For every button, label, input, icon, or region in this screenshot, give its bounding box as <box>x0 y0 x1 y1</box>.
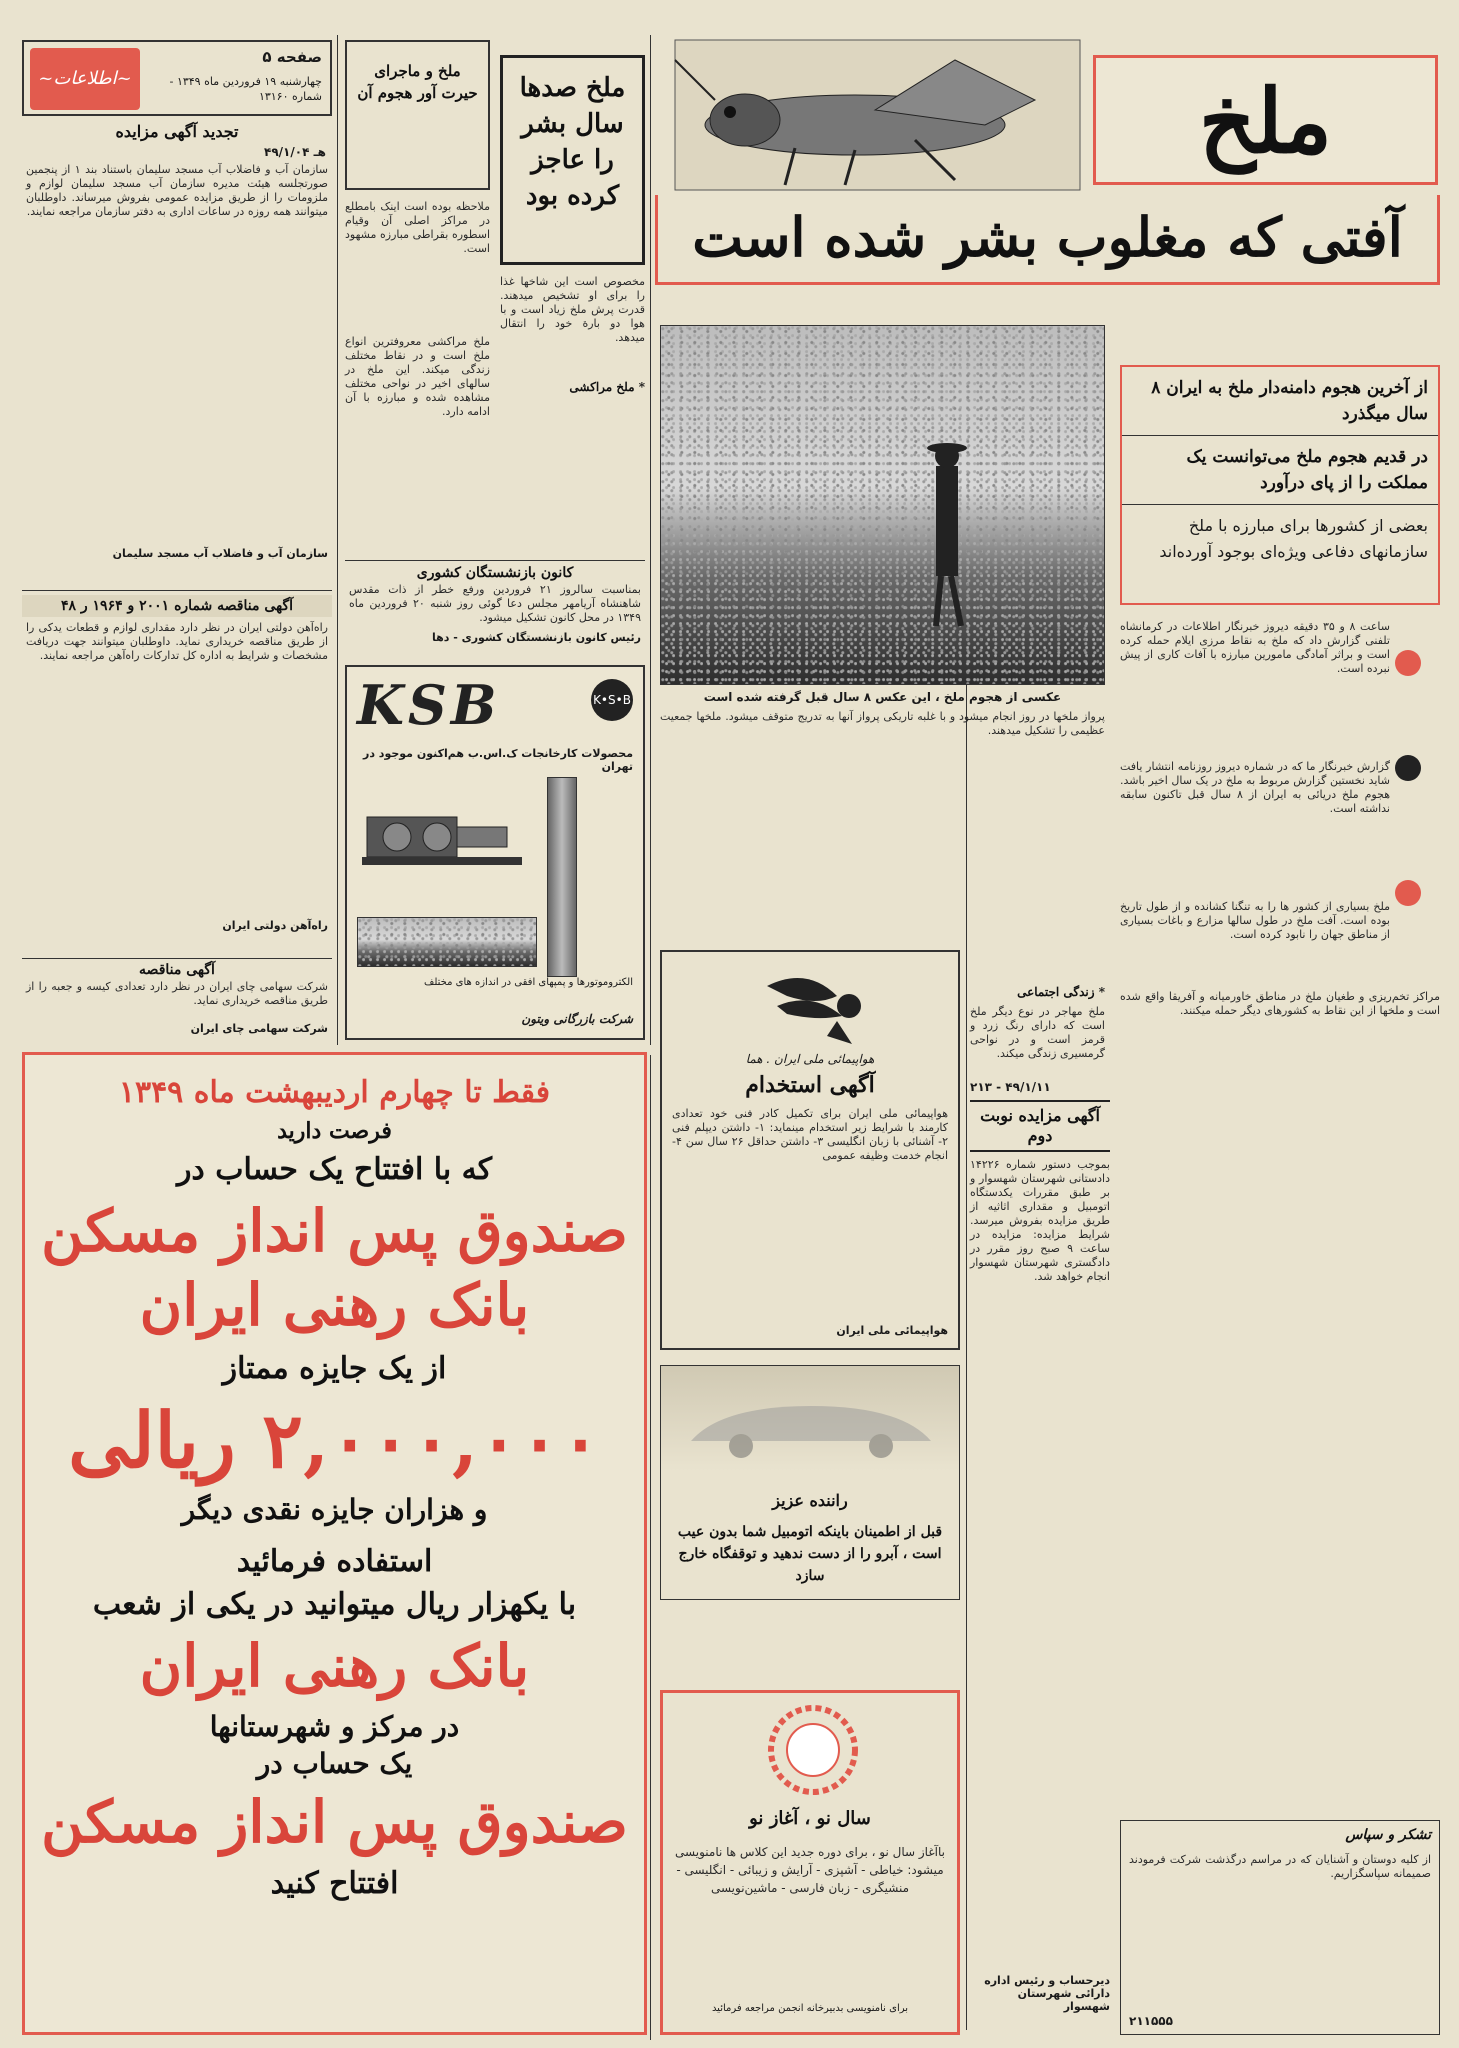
vertical-pump-icon <box>547 777 577 977</box>
photo-caption: عکسی از هجوم ملخ ، این عکس ۸ سال قبل گرفته شده است <box>703 690 1062 704</box>
ad-code: ۲۱۱۵۵۵ <box>1129 2014 1173 2028</box>
ad-title: تشکر و سپاس <box>1345 1827 1431 1843</box>
ksb-headline: محصولات کارخانجات ک.اس.ب هم‌اکنون موجود در تهران <box>363 747 633 773</box>
issue-date: چهارشنبه ۱۹ فروردین ماه ۱۳۴۹ - شماره ۱۳۱۶۰ <box>169 75 322 103</box>
subhead: * ملخ مراکشی <box>569 380 645 394</box>
side-box-title: ملخ و ماجرای حیرت آور هجوم آن <box>357 62 478 102</box>
bank-line: استفاده فرمائید <box>236 1544 433 1579</box>
bank-line: یک حساب در <box>256 1747 413 1780</box>
locust-side-box <box>345 40 490 190</box>
pump-illustration-icon <box>357 777 537 887</box>
driver-text: قبل از اطمینان باینکه اتومبیل شما بدون عیب است ، آبرو را از دست ندهید و توقفگاه خارج سازد <box>677 1524 943 1584</box>
ad-body: راه‌آهن دولتی ایران در نظر دارد مقداری لوازم و قطعات یدکی را از طریق مناقصه خریداری نماید. داوطلبان میتوانند جهت دریافت مشخصات و شرایط به اداره کل تدارکات راه‌آهن مراجعه نمایند. <box>26 621 328 662</box>
locust-swarm-photo <box>660 325 1105 685</box>
bank-line: از یک جایزه ممتاز <box>222 1351 447 1386</box>
ad-title: کانون بازنشستگان کشوری <box>416 565 574 581</box>
airline-footer: هواپیمائی ملی ایران <box>836 1324 948 1337</box>
airline-ad <box>660 950 960 1350</box>
tender-ad <box>22 595 332 955</box>
auction-second-ad <box>970 1100 1110 2013</box>
ad-body: بمناسبت سالروز ۲۱ فروردین ورفع خطر از ذات مقدس شاهنشاه آریامهر مجلس دعا گوئی روز شنبه ۲۰ فروردین ماه ۱۳۴۹ در محل کانون تشکیل میشود. <box>349 583 641 624</box>
red-bullet-icon <box>1395 880 1421 906</box>
masthead <box>22 40 332 116</box>
bank-prize: ۲,۰۰۰,۰۰۰ ریالی <box>68 1396 601 1485</box>
bank-line: فقط تا چهارم اردیبهشت ماه ۱۳۴۹ <box>118 1075 551 1110</box>
ad-footer: شرکت سهامی چای ایران <box>190 1022 328 1035</box>
airline-name: هواپیمائی ملی ایران . هما <box>745 1052 875 1066</box>
headline-subtitle-frame <box>655 195 1440 285</box>
sun-emblem-icon <box>768 1705 858 1795</box>
column-rule <box>337 35 338 1045</box>
ad-title: آگهی مناقصه <box>139 962 215 978</box>
locust-title-panel <box>1093 55 1438 185</box>
tea-tender-ad <box>22 962 332 1047</box>
ad-title: تجدید آگهی مزایده <box>115 122 239 141</box>
ad-body: بموجب دستور شماره ۱۴۲۲۶ دادستانی شهرستان شهسوار و بر طبق مقررات یکدستگاه اتومبیل و مقداری اثاثیه از طریق مزایده بفروش میرسد. شرایط مزایده: مزایده در ساعت ۹ صبح روز مقرر در دادگستری شهرستان شهسوار انجام خواهد شد. <box>970 1158 1110 1283</box>
pensioners-ad <box>345 565 645 660</box>
airline-body: هواپیمائی ملی ایران برای تکمیل کادر فنی خود تعدادی کارمند با شرایط زیر استخدام مینماید: ۱- داشتن دیپلم فنی ۲- آشنائی با زبان انگلیسی ۳- داشتن حداقل ۲۶ سال سن ۴- انجام خدمت وظیفه عمومی <box>672 1107 949 1162</box>
bank-line: صندوق پس انداز مسکن <box>41 1197 628 1265</box>
bank-line: صندوق پس انداز مسکن <box>41 1788 628 1856</box>
ksb-footer: شرکت بازرگانی ویتون <box>521 1012 633 1026</box>
grasshopper-icon <box>655 40 1090 195</box>
summary-item: بعضی از کشورها برای مبارزه با ملخ سازمانهای دفاعی ویژه‌ای بوجود آورده‌اند <box>1159 516 1428 561</box>
headline-subtitle: آفتی که مغلوب بشر شده است <box>692 205 1403 269</box>
story-paragraph: پرواز ملخها در روز انجام میشود و با غلبه تاریکی پرواز آنها به تدریج متوقف میشود. ملخها جمعیت عظیمی را تشکیل میدهند. <box>660 710 1105 737</box>
bank-line: افتتاح کنید <box>270 1866 399 1901</box>
summary-item: از آخرین هجوم دامنه‌دار ملخ به ایران ۸ سال میگذرد <box>1122 367 1438 436</box>
locust-title-box <box>500 55 645 265</box>
ad-body: شرکت سهامی چای ایران در نظر دارد تعدادی کیسه و جعبه را از طریق مناقصه خریداری نماید. <box>26 980 328 1007</box>
newspaper-logo: ~اطلاعات~ <box>30 48 140 110</box>
auction-renewal-ad <box>22 120 332 585</box>
ksb-logo: KSB <box>357 673 501 737</box>
page-number: صفحه ۵ <box>262 48 322 66</box>
locust-illustration-box <box>655 40 1090 195</box>
ad-footer: راه‌آهن دولتی ایران <box>222 919 328 932</box>
summary-item: در قدیم هجوم ملخ می‌توانست یک مملکت را از پای درآورد <box>1122 436 1438 505</box>
bank-line: و هزاران جایزه نقدی دیگر <box>181 1493 488 1526</box>
airline-title: آگهی استخدام <box>745 1072 875 1098</box>
homa-bird-logo-icon <box>757 966 867 1046</box>
ksb-ad <box>345 665 645 1040</box>
bank-ad <box>22 1052 647 2035</box>
bank-line: بانک رهنی ایران <box>139 1271 530 1339</box>
bank-line: در مرکز و شهرستانها <box>209 1710 460 1743</box>
black-bullet-icon <box>1395 755 1421 781</box>
newyear-ad <box>660 1690 960 2035</box>
story-paragraph: ملخ مراکشی معروفترین انواع ملخ است و در نقاط مختلف زندگی میکند. این ملخ در سالهای اخیر در نواحی مختلف مشاهده شده و مبارزه با آن ادامه دارد. <box>345 335 490 418</box>
column-rule <box>650 1055 651 2040</box>
auction-ref: ۲۱۳ - ۴۹/۱/۱۱ <box>970 1080 1051 1094</box>
bank-line: با یکهزار ریال میتوانید در یکی از شعب <box>92 1587 577 1622</box>
headline-locust: ملخ <box>1198 69 1333 173</box>
ad-title: آگهی مزایده نوبت دوم <box>970 1100 1110 1152</box>
bank-line: بانک رهنی ایران <box>139 1632 530 1700</box>
newyear-title: سال نو ، آغاز نو <box>749 1808 871 1829</box>
ad-footer: دیرحساب و رئیس اداره دارائی شهرستان شهسوار <box>984 1974 1110 2013</box>
ad-body: سازمان آب و فاضلاب آب مسجد سلیمان باستناد بند ۱ از پنجمین صورتجلسه هیئت مدیره سازمان آب مسجد سلیمان لوازم و ملزومات را از طریق مزایده عمومی بفروش میرساند. داوطلبان میتوانند همه روزه در ساعات اداری به دفتر سازمان مراجعه نمایند. <box>26 163 328 218</box>
newyear-footer: برای نامنویسی بدبیرخانه انجمن مراجعه فرمائید <box>711 2003 909 2014</box>
bank-line: فرصت دارید <box>277 1118 392 1144</box>
ksb-emblem-icon: K•S•B <box>591 679 633 721</box>
title-box-text: ملخ صدها سال بشر را عاجز کرده بود <box>519 73 626 211</box>
ksb-text: الکتروموتورها و پمپهای افقی در اندازه های مختلف <box>423 977 633 988</box>
story-paragraph: مراکز تخم‌ریزی و طغیان ملخ در مناطق خاورمیانه و آفریقا واقع شده است و ملخها از این نقاط به کشورهای دیگر حمله میکنند. <box>1120 990 1440 1017</box>
ad-ref: هـ ۴۹/۱/۰۴ <box>264 145 326 159</box>
story-paragraph: گزارش خبرنگار ما که در شماره دیروز روزنامه انتشار یافت شاید نخستین گزارش مربوط به ملخ در یک سال اخیر باشد. هجوم ملخ دریائی به ایران از ۸ سال قبل تاکنون سابقه نداشته است. <box>1120 760 1391 815</box>
red-bullet-icon <box>1395 650 1421 676</box>
subhead: * زندگی اجتماعی <box>1017 985 1105 999</box>
ad-footer: رئیس کانون بازنشستگان کشوری - دها <box>432 631 641 644</box>
column-rule <box>650 35 651 1045</box>
summary-box <box>1120 365 1440 605</box>
ad-body: از کلیه دوستان و آشنایان که در مراسم درگذشت شرکت فرمودند صمیمانه سپاسگزاریم. <box>1129 1853 1431 1880</box>
story-paragraph: مخصوص است این شاخها غذا را برای او تشخیص میدهند. قدرت پرش ملخ زیاد است و با هوا دو بارة خود را انتقال میدهد. <box>500 275 645 344</box>
story-paragraph: ملخ بسیاری از کشور ها را به تنگنا کشانده و از طول تاریخ بوده است. آفت ملخ در طول سالها مزارع و باغات بسیاری از مناطق جهان را نابود کرده است. <box>1120 900 1390 941</box>
car-silhouette-icon <box>661 1386 961 1466</box>
story-paragraph: ملاحظه بوده است اینک بامطلع در مراکز اصلی آن وقیام اسطوره بقراطی مبارزه مشهود است. <box>345 200 490 255</box>
driver-ad <box>660 1365 960 1600</box>
condolence-ad <box>1120 1820 1440 2035</box>
bank-line: که با افتتاح یک حساب در <box>176 1152 493 1187</box>
factory-photo <box>357 917 537 967</box>
ad-footer: سازمان آب و فاضلاب آب مسجد سلیمان <box>112 547 328 560</box>
driver-title: راننده عزیز <box>772 1491 848 1510</box>
story-paragraph: ساعت ۸ و ۳۵ دقیقه دیروز خبرنگار اطلاعات در کرمانشاه تلفنی گزارش داد که ملخ به نقاط مرزی ایلام حمله کرده است و براثر آمادگی مامورین مبارزه با آفات کاری از پیش نبرده است. <box>1120 620 1390 675</box>
ad-title: آگهی مناقصه شماره ۲۰۰۱ و ۱۹۶۴ ر ۴۸ <box>22 595 332 617</box>
story-paragraph: ملخ مهاجر در نوع دیگر ملخ است که دارای رنگ زرد و قرمز است و در نواحی گرمسیری زندگی میکند. <box>970 1005 1105 1060</box>
newyear-body: باآغاز سال نو ، برای دوره جدید این کلاس ها نامنویسی میشود: خیاطی - آشپزی - آرایش و زیبائی - انگلیسی - منشیگری - زبان فارسی - ماشین‌نویسی <box>675 1845 945 1895</box>
